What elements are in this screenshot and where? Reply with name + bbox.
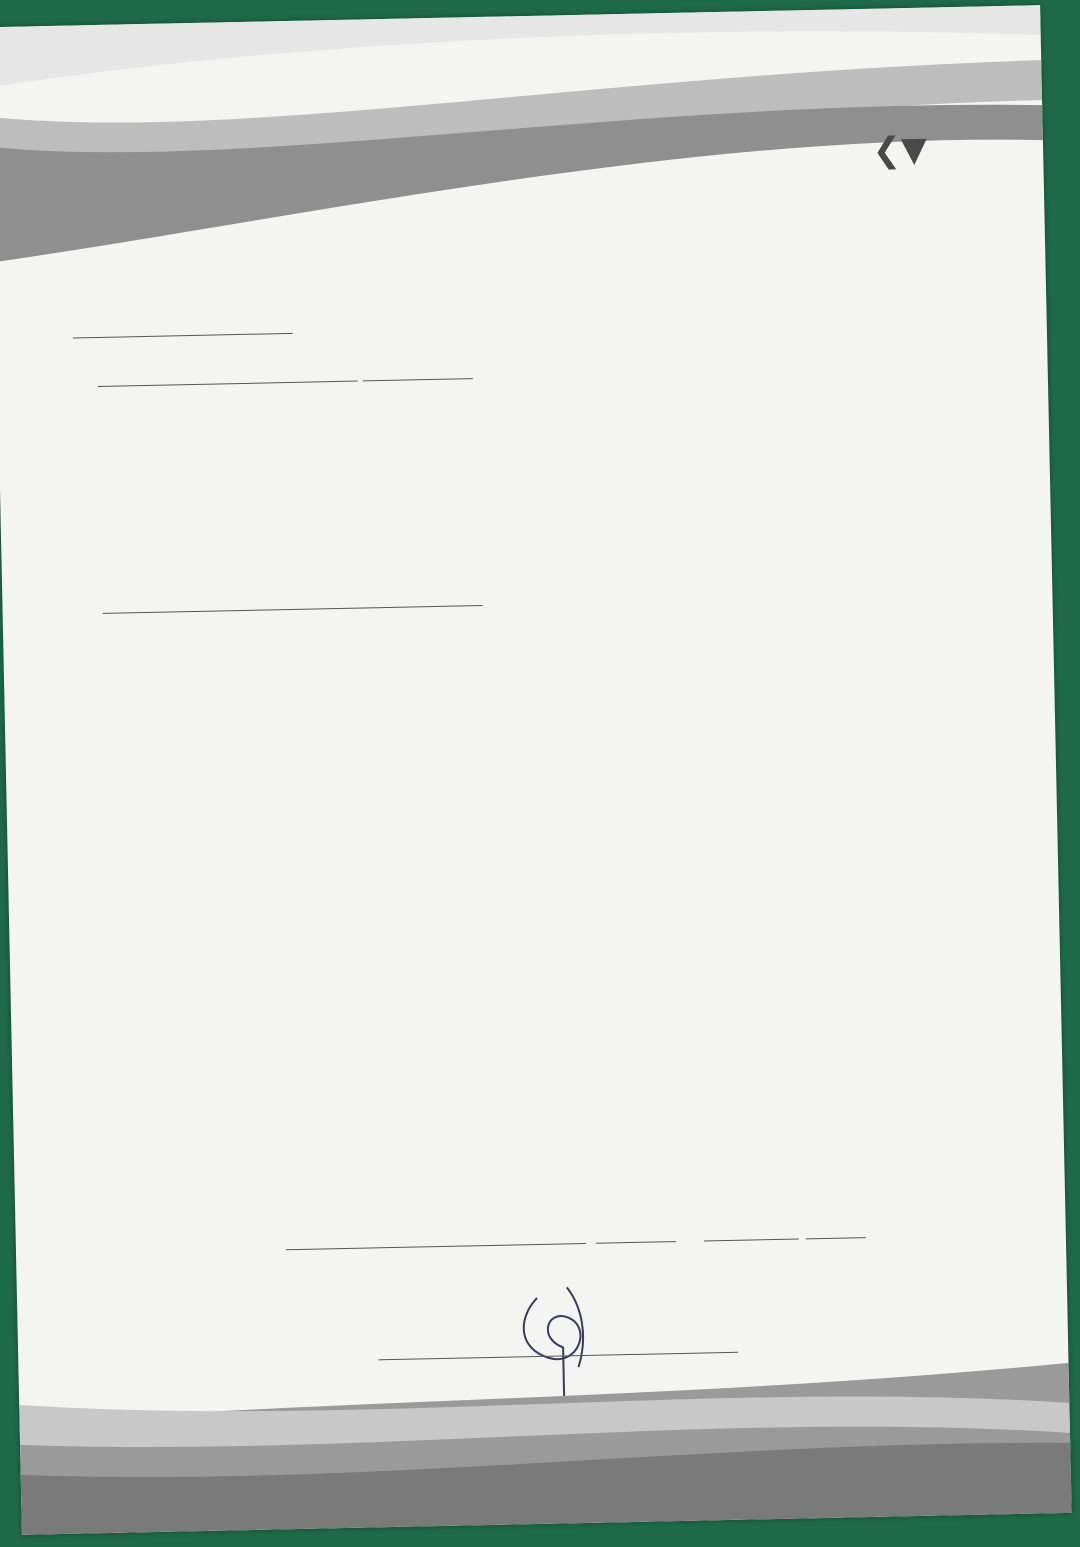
odontolife-logo xyxy=(872,125,934,176)
header-muito-insatisfeito xyxy=(774,947,864,949)
city-line xyxy=(286,1243,586,1250)
header-satisfeito xyxy=(610,951,700,953)
paragraph-representative xyxy=(102,579,942,620)
stamp-line-2 xyxy=(437,1317,497,1318)
stamp-line-1 xyxy=(437,1317,497,1318)
logo-mark-icon: ❮▼ xyxy=(872,129,928,171)
stamp xyxy=(437,1317,497,1318)
date-row xyxy=(67,319,293,343)
document-page xyxy=(0,5,1072,1535)
ministrante-title xyxy=(9,911,1059,933)
representative-name-field[interactable] xyxy=(103,605,483,614)
footer-band xyxy=(19,1363,1072,1535)
paragraph-credentials xyxy=(100,477,940,495)
paragraph-declaration xyxy=(98,352,938,393)
month-line xyxy=(704,1238,799,1241)
header-insatisfeito xyxy=(692,949,782,951)
header-muito-satisfeito xyxy=(528,952,618,954)
stamp-line-3 xyxy=(437,1317,497,1318)
dr-name-field[interactable] xyxy=(98,381,358,387)
date-value[interactable] xyxy=(73,333,293,339)
day-line xyxy=(596,1241,676,1244)
year-line xyxy=(806,1237,866,1239)
cro-field[interactable] xyxy=(363,378,473,381)
